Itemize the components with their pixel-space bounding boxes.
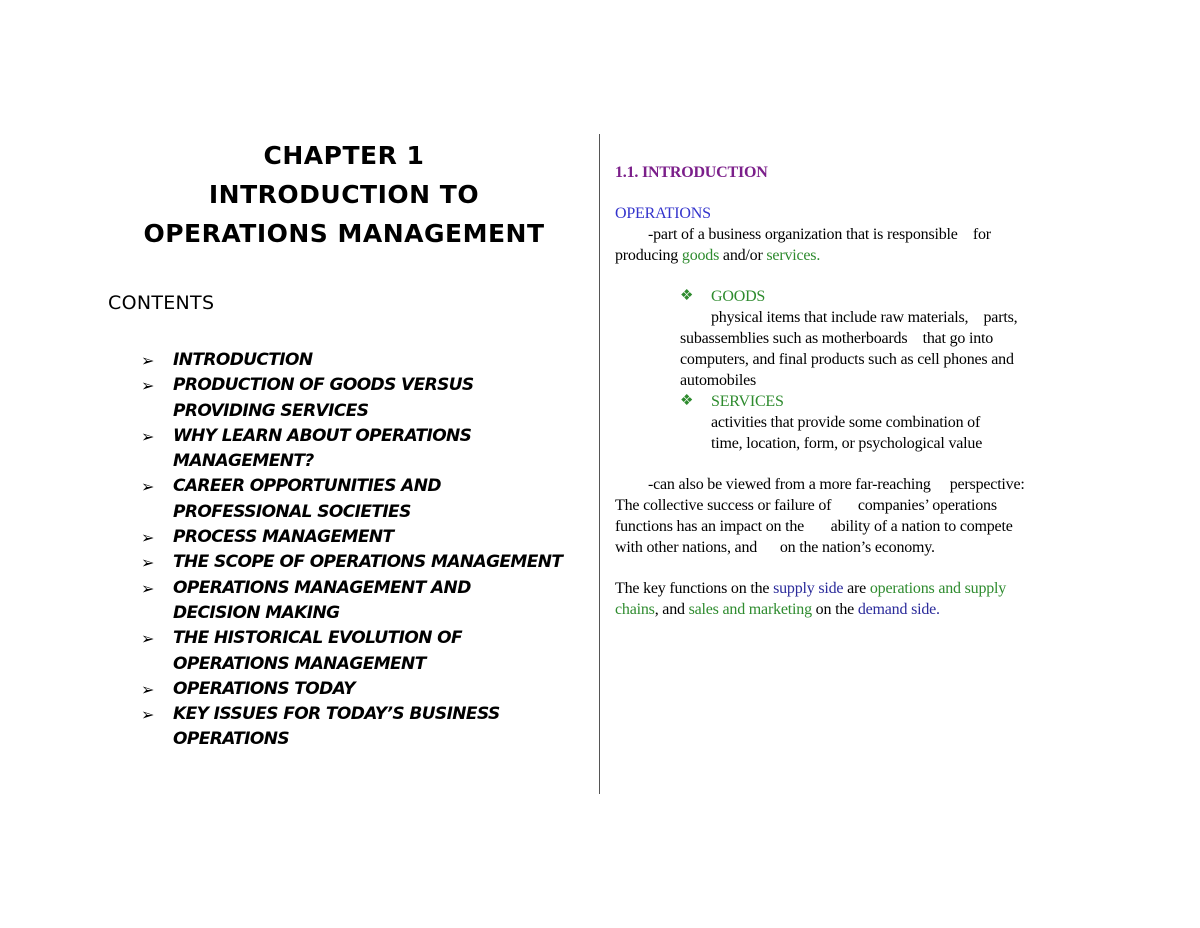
toc-item-label: PROCESS MANAGEMENT [173,527,394,548]
toc-item-historical-evolution [140,626,562,677]
operations-label: OPERATIONS [615,205,711,222]
perspective-line-3: functions has an impact on the ability of a nation to compete [615,518,1013,535]
goods-desc-line-3: computers, and final products such as cell phones and [680,351,1014,368]
goods-heading: ❖ GOODS [680,288,766,305]
perspective-line-4: with other nations, and on the nation’s economy. [615,539,935,556]
toc-item-why-learn [140,424,562,475]
goods-term: goods [681,247,720,264]
toc-item-key-issues [140,702,562,753]
arrow-bullet-icon: ➢ [141,376,154,396]
left-column [0,0,598,928]
arrow-bullet-icon: ➢ [141,426,154,446]
toc-item-label: KEY ISSUES FOR TODAY’S BUSINESS [173,704,500,725]
definition-prefix: producing [615,247,682,264]
arrow-bullet-icon: ➢ [141,679,154,699]
supply-side-term: supply side [773,580,844,597]
table-of-contents [140,348,562,753]
arrow-bullet-icon: ➢ [141,629,154,649]
chapter-title-line-3: OPERATIONS MANAGEMENT [143,219,545,248]
toc-item-label: CAREER OPPORTUNITIES AND [173,476,441,497]
goods-block [615,286,1115,454]
toc-item-label: PRODUCTION OF GOODS VERSUS [173,375,474,396]
perspective-line-1: -can also be viewed from a more far-reaching perspective: [648,476,1025,493]
services-desc-line-1: activities that provide some combination of [711,414,981,431]
toc-item-process-management [140,525,562,550]
operations-supply-term: operations and supply [869,580,1007,597]
arrow-bullet-icon: ➢ [141,578,154,598]
goods-desc-line-2: subassemblies such as motherboards that go into [680,330,994,347]
toc-item-label-cont: PROVIDING SERVICES [173,400,369,421]
services-term: services. [766,247,821,264]
chapter-title-line-2: INTRODUCTION TO [208,180,480,209]
goods-desc-line-1: physical items that include raw materials, parts, [711,309,1018,326]
toc-item-label-cont: DECISION MAKING [173,602,340,623]
services-heading: ❖ SERVICES [680,393,784,410]
toc-item-label: INTRODUCTION [173,350,313,370]
contents-heading: CONTENTS [108,292,215,314]
arrow-bullet-icon: ➢ [141,477,154,497]
key-functions-line-2: chains, and sales and marketing on the demand side. [615,601,940,618]
sales-marketing-term: sales and marketing [688,601,812,618]
goods-desc-line-4: automobiles [680,372,757,389]
perspective-line-2: The collective success or failure of companies’ operations [615,497,997,514]
section-heading: 1.1. INTRODUCTION [615,164,768,181]
column-divider [599,134,600,794]
toc-item-production-goods-services [140,373,562,424]
toc-item-label: OPERATIONS TODAY [173,678,355,699]
operations-definition-line-2 [615,245,1115,266]
arrow-bullet-icon: ➢ [141,705,154,725]
toc-item-label-cont: PROFESSIONAL SOCIETIES [173,501,411,522]
arrow-bullet-icon: ➢ [141,553,154,573]
right-column [615,162,1115,620]
toc-item-label: THE SCOPE OF OPERATIONS MANAGEMENT [173,552,563,573]
definition-and-or: and/or [719,247,767,264]
toc-item-introduction [140,348,562,373]
arrow-bullet-icon: ➢ [141,528,154,548]
services-desc-line-2: time, location, form, or psychological value [711,435,983,452]
chapter-title-line-1: CHAPTER 1 [263,141,425,170]
toc-item-label: THE HISTORICAL EVOLUTION OF [173,628,463,649]
toc-item-label-cont: MANAGEMENT? [173,451,314,472]
chains-term: chains [615,601,655,618]
demand-side-term: demand side. [857,601,940,618]
toc-item-scope [140,550,562,575]
toc-item-operations-today [140,677,562,702]
toc-item-label-cont: OPERATIONS MANAGEMENT [173,653,426,674]
operations-definition-line-1: -part of a business organization that is responsible for [648,226,991,243]
toc-item-label: OPERATIONS MANAGEMENT AND [173,577,471,598]
toc-item-label: WHY LEARN ABOUT OPERATIONS [173,425,472,446]
toc-item-decision-making [140,576,562,627]
toc-item-career [140,474,562,525]
diamond-bullet-icon: ❖ [680,288,694,304]
diamond-bullet-icon: ❖ [680,393,694,409]
key-functions-line-1: The key functions on the supply side are operations and supply [615,580,1007,597]
toc-item-label-cont: OPERATIONS [173,729,289,750]
arrow-bullet-icon: ➢ [141,351,154,370]
